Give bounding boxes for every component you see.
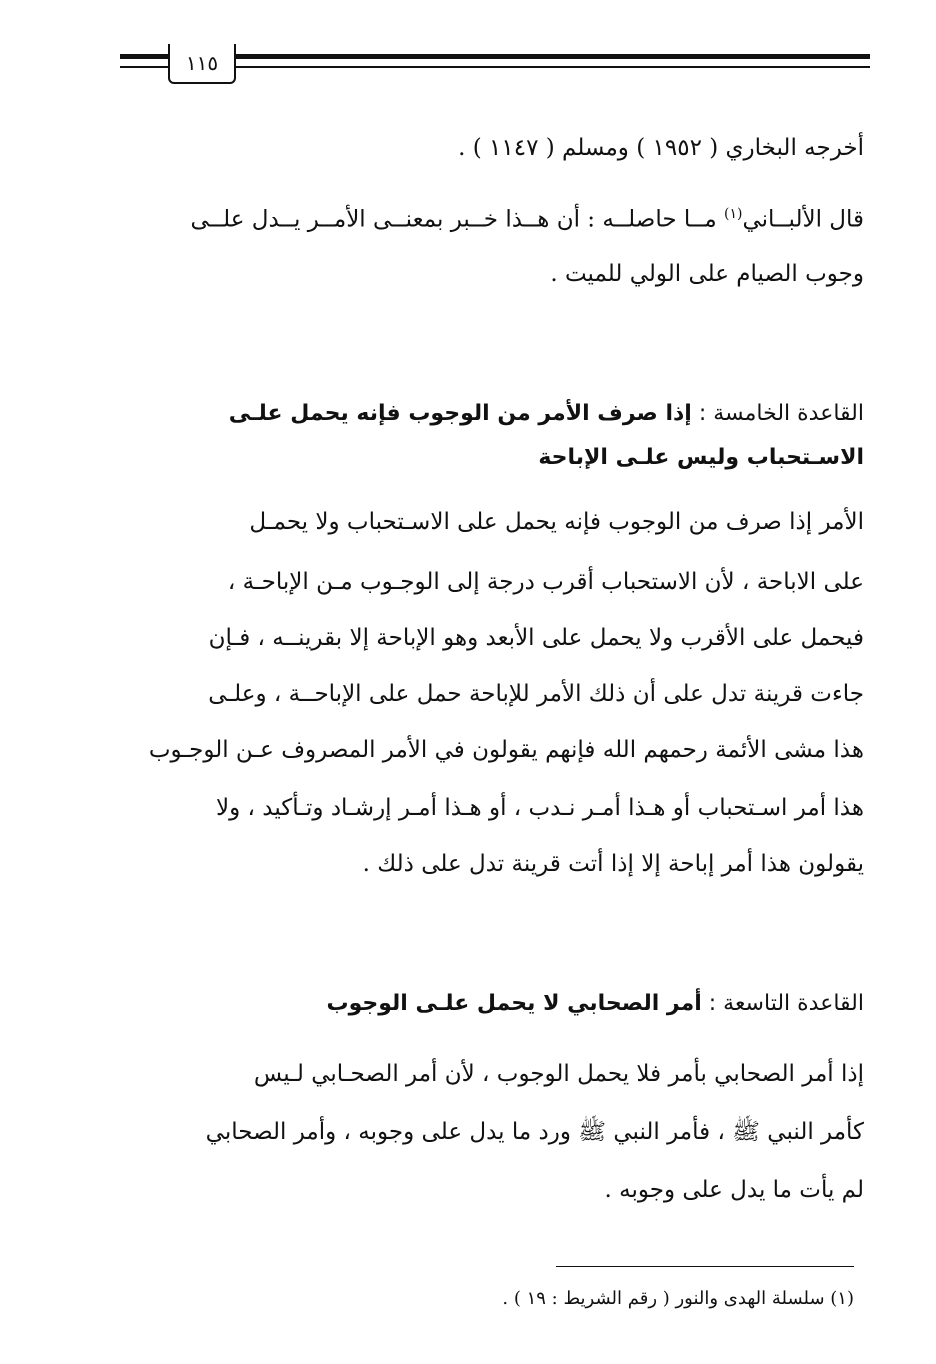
- rule-5-heading-line-2: [112, 440, 864, 476]
- rule-9-text-line: كأمر النبي ﷺ ، فأمر النبي ﷺ ورد ما يدل على وجوبه ، وأمر الصحابي: [205, 1119, 864, 1145]
- rule-5-heading-line-1: [112, 396, 864, 432]
- albani-text-end: مــا حاصلــه : أن هــذا خــبر بمعنــى الأمــر يــدل علــى: [190, 206, 724, 233]
- rule-5-text-line: فيحمل على الأقرب ولا يحمل على الأبعد وهو الإباحة إلا بقرينــه ، فـإن: [208, 625, 864, 651]
- paragraph-albani-line-2: وجوب الصيام على الولي للميت .: [550, 261, 864, 287]
- rule-5-text-line: يقولون هذا أمر إباحة إلا إذا أتت قرينة تدل على ذلك .: [362, 851, 864, 877]
- albani-text-start: قال الألبــاني: [742, 206, 864, 233]
- rule-5-text-line: جاءت قرينة تدل على أن ذلك الأمر للإباحة حمل على الإباحــة ، وعلـى: [208, 681, 864, 707]
- header-rule-right-thin: [232, 66, 870, 68]
- rule-9-label: القاعدة التاسعة :: [701, 991, 864, 1016]
- rule-5-text-line: هذا مشى الأئمة رحمهم الله فإنهم يقولون في الأمر المصروف عـن الوجـوب: [148, 737, 864, 763]
- footnote-separator: [556, 1266, 854, 1267]
- paragraph-hadith-source: أخرجه البخاري ( ١٩٥٢ ) ومسلم ( ١١٤٧ ) .: [458, 135, 864, 161]
- rule-9-heading: [112, 986, 864, 1022]
- page-number: ١١٥: [168, 44, 236, 84]
- rule-9-text-line: لم يأت ما يدل على وجوبه .: [604, 1177, 864, 1203]
- rule-5-title-continued: الاسـتحباب وليس علـى الإباحة: [538, 445, 864, 470]
- rule-5-text-line: على الاباحة ، لأن الاستحباب أقرب درجة إلى الوجـوب مـن الإباحـة ،: [227, 569, 864, 595]
- header-rule-left-thick: [120, 54, 168, 59]
- rule-5-label: القاعدة الخامسة :: [691, 401, 864, 426]
- footnote-reference[interactable]: (١): [723, 206, 743, 222]
- paragraph-albani-line-1: [112, 196, 864, 232]
- rule-9-title: أمر الصحابي لا يحمل علـى الوجوب: [326, 991, 702, 1016]
- rule-9-text-line: إذا أمر الصحابي بأمر فلا يحمل الوجوب ، لأن أمر الصحـابي لـيس: [253, 1061, 864, 1087]
- rule-5-text-line: هذا أمر اسـتحباب أو هـذا أمـر نـدب ، أو هـذا أمـر إرشـاد وتـأكيد ، ولا: [216, 795, 864, 821]
- header-rule-right-thick: [232, 54, 870, 59]
- rule-5-text-line: الأمر إذا صرف من الوجوب فإنه يحمل على الاسـتحباب ولا يحمـل: [249, 509, 864, 535]
- footnote-text: (١) سلسلة الهدى والنور ( رقم الشريط : ١٩ ) .: [502, 1288, 854, 1309]
- rule-5-title: إذا صرف الأمر من الوجوب فإنه يحمل علـى: [228, 401, 692, 426]
- page-header: [120, 44, 870, 84]
- header-rule-left-thin: [120, 66, 168, 68]
